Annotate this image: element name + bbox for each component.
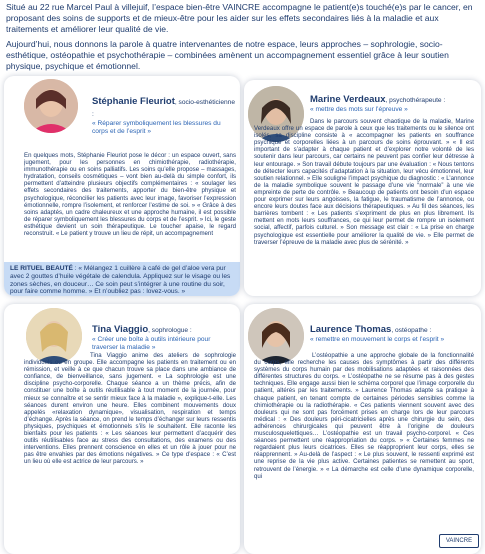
intro-paragraph: Aujourd’hui, nous donnons la parole à quatre intervenantes de notre espace, leurs approches – sophrologie, socio-esthétique, ostéopathie et psychothérapie – combinées amènent un accompagnement essentiel grâce à leur soutien physique, psychique et émotionnel. [6, 39, 449, 71]
intervenant-paragraph: Dans le parcours souvent chaotique de la maladie, Marine Verdeaux offre un espace de parole à ceux que les traitements ou le silence ont isolés, sa discipline consiste à « accompagner les patients en souffrance psychique et corporelles liées à un parcours de soins éprouvant. » « Il est important de s’adapter à chaque patient et d’explorer notre volonté de les soutenir dans leur parcours, car certains ne peuvent pas confier leur détresse à leur entourage. » Son travail débute toujours par une évaluation : « Nous tentons de détecter leurs capacités d’adaptation à la situation, leur vécu émotionnel, leur soutien relationnel. » Elle souligne l’impact psychique du diagnostic : « L’annonce de la maladie symbolique souvent le passage d’une vie “normale” à une vie empreinte de perte de contrôle. » Beaucoup de patients ont besoin d’un espace pour exprimer sur leurs angoisses, la fatigue, le traumatisme de l’annonce, ou encore leurs doutes face aux décisions thérapeutiques. » Au fil des séances, les barrières tombent : « Les patients s’expriment de plus en plus librement. Ils mettent en mots leurs souffrances, ce qui leur permet de rompre un isolement social, affectif, parfois culturel. » Son message est clair : « La prise en charge psychologique est essentielle pour améliorer la qualité de vie. » Elle permet de traverser l’épreuve de la maladie avec plus de sérénité. » [254, 118, 474, 246]
intervenant-name: Tina Viaggio [92, 324, 149, 335]
intervenant-card-fleuriot [4, 76, 240, 296]
intervenant-role: , psychothérapeute : [385, 97, 446, 104]
intervenant-name: Laurence Thomas [310, 324, 392, 335]
intervenant-heading [92, 96, 238, 135]
intervenant-role: , ostéopathe : [391, 327, 432, 334]
intervenant-role: , sophrologue : [148, 327, 192, 334]
beauty-ritual-box [4, 262, 240, 296]
beauty-ritual-text: : « Mélangez 1 cuillère à café de gel d’aloe vera pur avec 2 gouttes d’huile végétale de calendula. Appliquez sur le visage ou les zones sèches, en douceur… Ce soin peut s’intégrer à une routine du soir, pour faire comme homme. » Et n’oubliez pas : lovez-vous. » [10, 265, 231, 296]
intro-paragraph: Situé au 22 rue Marcel Paul à villejuif, l’espace bien-être VAINCRE accompagne le patient(e)s touché(e)s par le cancer, en proposant des soins de supports et de mieux-être pour les aider sur les effets secondaires liés à la maladie et aux traitements et améliorer leur qualité de vie. [6, 2, 473, 34]
vaincre-logo: VAINCRE [439, 534, 479, 548]
beauty-ritual-label: LE RITUEL BEAUTÉ [10, 265, 73, 272]
intervenant-quote: « Créer une boîte à outils intérieure pour traverser la maladie » [92, 336, 211, 351]
intervenant-quote: « Réparer symboliquement les blessures du corps et de l’esprit » [92, 120, 221, 135]
intervenant-paragraph: En quelques mots, Stéphanie Fleuriot pose le décor : un espace ouvert, sans jugement, pour les personnes en chimiothérapie, radiothérapie, immunothérapie ou en soins palliatifs. Les soins qu’elle propose – massages, hydratation, conseils cosmétiques – vont bien au-delà du simple confort, ils permettent d’atteindre plusieurs objectifs complémentaires : « soulager les effets secondaires des traitements, apporter du bien-être physique et psychologique, réconcilier les patients avec leur image, favoriser l’expression émotionnelle, rompre l’isolement, et renforcer l’estime de soi. » « Grâce à des soins adaptés, un cadre chaleureux et une approche humaine, il est possible de réparer symboliquement les blessures du corps et de l’esprit. » Ici, le geste esthétique devient un soin thérapeutique. Le toucher apaise, le regard reconstruit. « Le patient y trouve un lieu de répit, un accompagnement [24, 152, 236, 238]
intro-text [6, 2, 480, 76]
intervenant-text [254, 352, 474, 548]
intervenant-name: Marine Verdeaux [310, 94, 386, 105]
intervenant-quote: « remettre en mouvement le corps et l’esprit » [310, 336, 445, 343]
intervenant-paragraph: L’ostéopathie a une approche globale de la fonctionnalité du corps, elle recherche les causes des symptômes à partir des différents systèmes du corps humain par des mobilisations adaptées et raisonnées des différentes structures du corps. « L’ostéopathe ne se résume pas à des gestes techniques. Elle engage aussi bien le schéma corporel que l’image corporelle du patient, altérés par les traitements. » Laurence Thomas adapte sa pratique à chaque patient, en tenant compte de certaines périodes sensibles comme la chimiothérapie ou la radiothérapie. « Ces patients viennent souvent avec des douleurs qui ne sont pas forcément prises en charge lors de leur parcours médical : « Des douleurs péri-cicatricielles après une chirurgie du sein, des adhérences chirurgicales qui peuvent être à l’origine de douleurs musculosquelettiques… L’ostéopathie est un travail psycho-corporel. « Ces séances permettent une réappropriation du corps. » « Certaines femmes ne regardaient plus leurs cicatrices. Elles se réapproprient leur corps, elles se réapprennent. » Au-delà de l’aspect : « Le plus souvent, le ressenti exprimé est une reprise de la vie plus active. Certaines patientes se remettent au sport, retrouvent de l’énergie. » « La démarche est celle d’une dynamique corporelle, qui [254, 352, 474, 480]
portrait-photo [24, 79, 78, 133]
intervenant-text [254, 118, 474, 294]
intervenant-card-verdeaux [244, 80, 481, 296]
intervenant-role: , socio-esthéticienne : [92, 99, 235, 118]
intervenant-quote: « mettre des mots sur l’épreuve » [310, 106, 408, 113]
intervenant-card-thomas [244, 304, 481, 554]
intervenant-paragraph: Tina Viaggio anime des ateliers de sophrologie individuels ou en groupe. Elle accompagne les patients en traitement ou en rémission, et veille à ce que chacun trouve sa place dans une ambiance de confiance, de bienveillance, sans jugement. « La sophrologie est une discipline psycho-corporelle. Chaque séance a un thème précis, afin de constituer une boîte à outils réutilisable à tout moment de la journée, pour mieux se connaître et se sentir mieux face à la maladie », explique-t-elle. Les séances durent environ une heure. Elles combinent mouvements doux appelés «relaxation dynamique», visualisation, respiration et temps d’échange. Après la séance, on prend le temps d’échanger sur leurs ressentis physiques, psychiques et émotionnels s’ils le souhaitent. Elle raconte les bienfaits pour les patients : « Les séances leur permettent d’acquérir des outils réutilisables face au stress des consultations, des examens ou des interventions. Elles prennent conscience en elles et un rôle à jouer pour ne pas être envahies par des émotions négatives. » Ce type d’espace : « C’est un lieu où elle est actrice de leur parcours. » [24, 352, 236, 466]
intervenant-heading [92, 324, 236, 351]
intervenant-text [24, 152, 236, 260]
intervenant-card-viaggio [4, 304, 240, 554]
intervenant-name: Stéphanie Fleuriot [92, 96, 175, 107]
intervenant-heading [310, 94, 478, 114]
intervenant-heading [310, 324, 478, 344]
intervenant-text [24, 352, 236, 548]
